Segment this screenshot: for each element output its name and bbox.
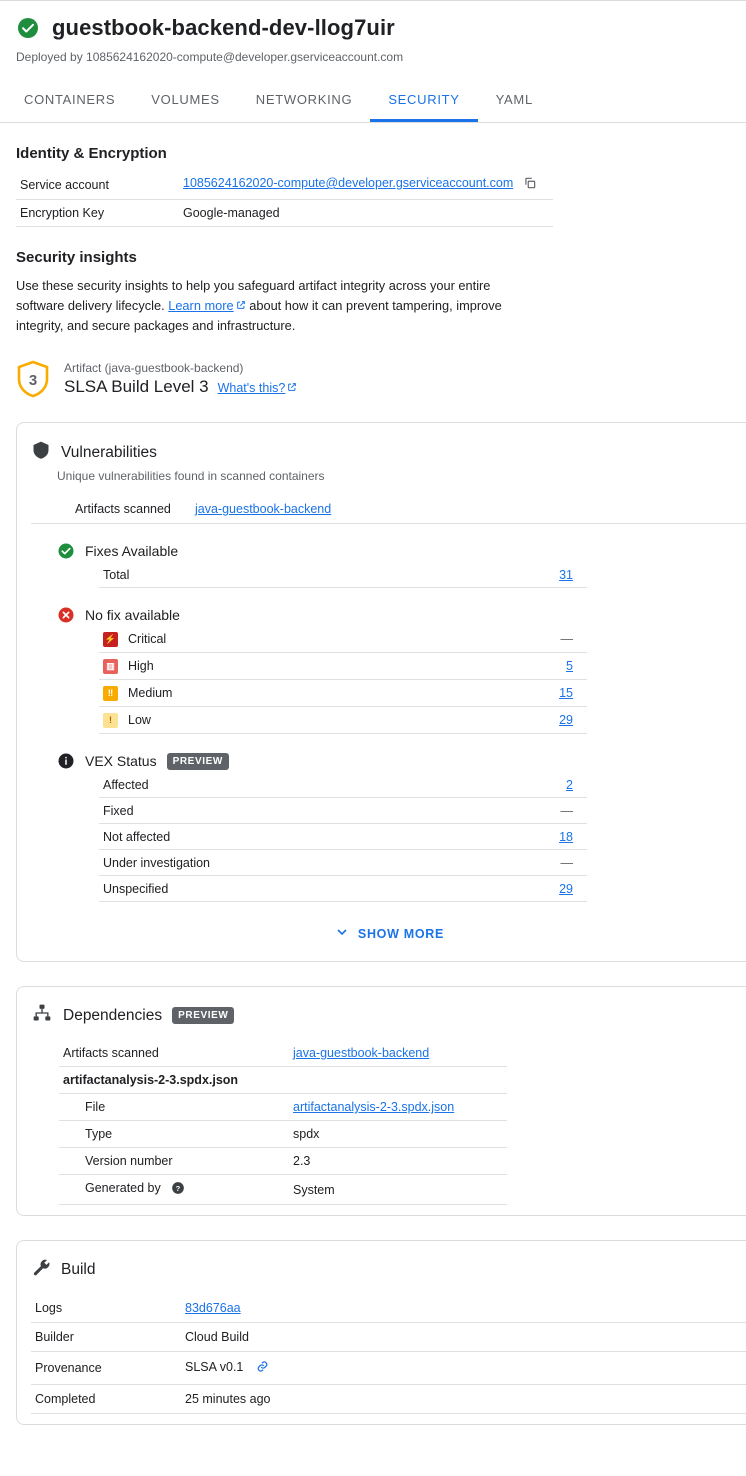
severity-low-value-cell (479, 707, 587, 734)
build-provenance-value-cell (181, 1352, 746, 1385)
vex-affected-label: Affected (99, 772, 479, 798)
table-row (31, 1385, 746, 1414)
severity-critical-label: Critical (128, 632, 167, 646)
page-header (0, 1, 746, 64)
vex-status-title: VEX Status (85, 753, 157, 769)
slsa-artifact-line: Artifact (java-guestbook-backend) (64, 361, 244, 375)
slsa-text (64, 361, 297, 397)
slsa-level-row (64, 377, 297, 397)
build-builder-label: Builder (31, 1323, 181, 1352)
vex-fixed-label: Fixed (99, 798, 479, 824)
build-title: Build (61, 1260, 96, 1278)
no-fix-table (99, 626, 587, 734)
severity-low-label: Low (128, 713, 151, 727)
dep-file-link[interactable]: artifactanalysis-2-3.spdx.json (293, 1100, 455, 1114)
build-card (16, 1240, 746, 1425)
vex-unspecified-label: Unspecified (99, 876, 479, 902)
slsa-badge-row (16, 360, 730, 398)
whats-this-wrapper (218, 381, 298, 395)
table-row (99, 653, 587, 680)
build-provenance-label: Provenance (31, 1352, 181, 1385)
vex-not-affected-label: Not affected (99, 824, 479, 850)
info-icon (57, 752, 75, 770)
table-row (31, 1352, 746, 1385)
table-row (59, 1121, 507, 1148)
dep-generated-by-cell (59, 1175, 289, 1205)
external-link-icon (287, 382, 297, 392)
slsa-shield-icon (16, 360, 50, 398)
dep-version-value: 2.3 (289, 1148, 507, 1175)
check-circle-icon (16, 16, 40, 40)
vulnerabilities-title: Vulnerabilities (61, 443, 157, 461)
severity-high-cell (99, 653, 479, 680)
service-account-label: Service account (16, 170, 179, 200)
vulnerabilities-card (16, 422, 746, 962)
link-chain-icon[interactable] (255, 1359, 270, 1377)
build-builder-value: Cloud Build (181, 1323, 746, 1352)
severity-critical-cell (99, 626, 479, 653)
show-more-label: SHOW MORE (357, 926, 445, 941)
vex-under-investigation-label: Under investigation (99, 850, 479, 876)
table-row (59, 1067, 507, 1094)
table-row (31, 1294, 746, 1323)
artifacts-scanned-link[interactable]: java-guestbook-backend (195, 502, 332, 516)
no-fix-available-head (57, 606, 746, 624)
dep-type-label: Type (59, 1121, 289, 1148)
dep-type-value: spdx (289, 1121, 507, 1148)
vex-status-head (57, 752, 746, 770)
dependencies-card (16, 986, 746, 1216)
severity-medium-cell (99, 680, 479, 707)
table-row (16, 170, 553, 200)
artifacts-scanned-label: Artifacts scanned (31, 495, 191, 524)
dependencies-preview-chip: PREVIEW (172, 1007, 234, 1024)
show-more-button[interactable] (31, 924, 746, 943)
table-row (99, 562, 587, 588)
dependencies-table (59, 1040, 507, 1205)
build-table (31, 1294, 746, 1414)
table-row (99, 626, 587, 653)
copy-icon[interactable] (523, 176, 537, 193)
security-insights-section (0, 249, 746, 398)
severity-medium-value-cell (479, 680, 587, 707)
vex-not-affected-value-cell (479, 824, 587, 850)
dep-file-label: File (59, 1094, 289, 1121)
deployed-by-text: Deployed by 1085624162020-compute@developer.gserviceaccount.com (16, 50, 404, 64)
security-insights-title: Security insights (16, 249, 137, 266)
vulnerabilities-card-head (17, 439, 746, 466)
vex-fixed-value: — (479, 798, 587, 824)
table-row (99, 824, 587, 850)
build-logs-label: Logs (31, 1294, 181, 1323)
severity-high-label: High (128, 659, 154, 673)
shield-icon (31, 439, 51, 466)
error-circle-icon (57, 606, 75, 624)
tab-volumes[interactable]: VOLUMES (151, 92, 220, 107)
build-provenance-value: SLSA v0.1 (185, 1360, 244, 1374)
severity-critical-value: — (479, 626, 587, 653)
help-icon[interactable] (171, 1181, 185, 1198)
severity-low-cell (99, 707, 479, 734)
learn-more-link[interactable]: Learn more (168, 298, 234, 313)
external-link-icon (236, 300, 246, 310)
severity-low-icon: ! (103, 713, 118, 728)
service-account-value-cell (179, 170, 553, 200)
table-row (99, 850, 587, 876)
table-row (99, 707, 587, 734)
whats-this-link[interactable]: What's this? (217, 381, 286, 395)
no-fix-available-title: No fix available (85, 607, 180, 623)
total-value-link[interactable]: 31 (559, 567, 573, 582)
table-row (31, 495, 746, 524)
dep-sbom-filename: artifactanalysis-2-3.spdx.json (59, 1067, 507, 1094)
total-label: Total (99, 562, 479, 588)
identity-table (16, 170, 553, 227)
table-row (99, 798, 587, 824)
encryption-key-value: Google-managed (179, 200, 553, 227)
dep-artifacts-scanned-label: Artifacts scanned (59, 1040, 289, 1067)
build-card-head (17, 1257, 746, 1282)
tab-bar (0, 78, 746, 123)
table-row (99, 876, 587, 902)
dep-artifacts-scanned-value-cell (289, 1040, 507, 1067)
identity-section-title: Identity & Encryption (16, 145, 167, 162)
severity-low-value-link[interactable]: 29 (559, 713, 573, 727)
build-body (17, 1294, 746, 1414)
tab-containers[interactable]: CONTAINERS (24, 92, 116, 107)
tab-networking[interactable]: NETWORKING (255, 92, 353, 107)
vex-not-affected-value-link[interactable]: 18 (559, 829, 573, 844)
table-row (99, 772, 587, 798)
vulnerabilities-body (17, 495, 746, 943)
artifacts-scanned-value-cell (191, 495, 746, 524)
dependencies-card-head (17, 1003, 746, 1028)
fixes-available-title: Fixes Available (85, 543, 179, 559)
build-logs-link[interactable]: 83d676aa (185, 1301, 241, 1315)
table-row (59, 1040, 507, 1067)
check-circle-icon (57, 542, 75, 560)
vex-unspecified-value-cell (479, 876, 587, 902)
svg-text:3: 3 (28, 372, 38, 389)
insights-text-2: about how it can prevent tampering, improve integrity, and secure packages and infrastructure. (16, 298, 502, 333)
security-insights-paragraph (16, 276, 536, 336)
severity-high-value-link[interactable]: 5 (566, 659, 573, 673)
total-value-cell (479, 562, 587, 588)
table-row (99, 680, 587, 707)
table-row (16, 200, 553, 227)
title-row (16, 15, 730, 41)
slsa-level-label: SLSA Build Level 3 (64, 377, 209, 396)
table-row (59, 1148, 507, 1175)
vex-unspecified-value-link[interactable]: 29 (559, 881, 573, 896)
tab-yaml[interactable]: YAML (495, 92, 533, 107)
service-account-link[interactable]: 1085624162020-compute@developer.gserviceaccount.com (183, 176, 514, 190)
severity-high-value-cell (479, 653, 587, 680)
vex-under-investigation-value: — (479, 850, 587, 876)
artifacts-scanned-table (31, 495, 746, 524)
fixes-available-head (57, 542, 746, 560)
table-row (59, 1094, 507, 1121)
vex-affected-value-cell (479, 772, 587, 798)
build-completed-value: 25 minutes ago (181, 1385, 746, 1414)
encryption-key-label: Encryption Key (16, 200, 179, 227)
dep-version-label: Version number (59, 1148, 289, 1175)
severity-critical-icon: ⚡ (103, 632, 118, 647)
dep-artifacts-scanned-link[interactable]: java-guestbook-backend (293, 1046, 430, 1060)
severity-medium-label: Medium (128, 686, 173, 700)
dependencies-icon (31, 1003, 53, 1028)
page-title: guestbook-backend-dev-llog7uir (52, 15, 395, 40)
insights-text-1: Use these security insights to help you safeguard artifact integrity across your entire software delivery lifecycle. (16, 278, 491, 313)
tab-security[interactable]: SECURITY (370, 78, 477, 122)
severity-high-icon: ▥ (103, 659, 118, 674)
build-completed-label: Completed (31, 1385, 181, 1414)
dep-generated-by-value: System (289, 1175, 507, 1205)
dep-generated-by-label: Generated by (85, 1181, 161, 1195)
table-row (31, 1323, 746, 1352)
chevron-down-icon (334, 924, 350, 943)
vex-preview-chip: PREVIEW (167, 753, 229, 770)
severity-medium-value-link[interactable]: 15 (559, 686, 573, 700)
fixes-available-table (99, 562, 587, 588)
vex-table (99, 772, 587, 902)
build-logs-value-cell (181, 1294, 746, 1323)
table-row (59, 1175, 507, 1205)
vulnerabilities-subtitle: Unique vulnerabilities found in scanned containers (57, 469, 325, 483)
severity-medium-icon: ‼ (103, 686, 118, 701)
vex-affected-value-link[interactable]: 2 (566, 777, 573, 792)
dep-file-value-cell (289, 1094, 507, 1121)
identity-encryption-section (0, 145, 746, 227)
dependencies-title: Dependencies (63, 1006, 163, 1024)
svg-text:?: ? (175, 1183, 181, 1193)
wrench-icon (31, 1257, 51, 1282)
